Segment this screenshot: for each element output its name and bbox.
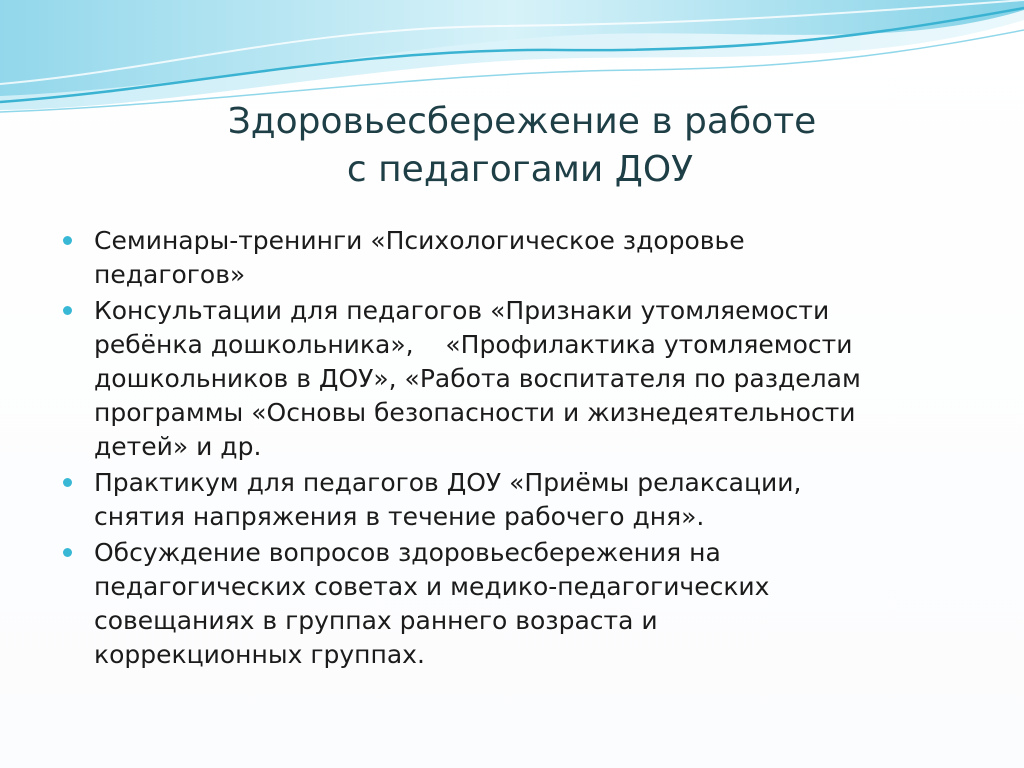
bullet-text: Семинары-тренинги «Психологическое здоровье педагогов» xyxy=(94,226,745,289)
bullet-dot-icon xyxy=(63,236,72,245)
bullet-item xyxy=(62,294,962,464)
slide-title xyxy=(0,98,1024,194)
bullet-text: Практикум для педагогов ДОУ «Приёмы релаксации, снятия напряжения в течение рабочего дня». xyxy=(94,468,802,531)
bullet-dot-icon xyxy=(63,306,72,315)
bullet-item xyxy=(62,466,962,534)
bullet-dot-icon xyxy=(63,548,72,557)
title-line-1: Здоровьесбережение в работе xyxy=(227,101,817,142)
bullet-text: Консультации для педагогов «Признаки утомляемости ребёнка дошкольника», «Профилактика утомляемости дошкольников в ДОУ», «Работа воспитателя по разделам программы «Основы безопасности и жизнедеятельности детей» и др. xyxy=(94,296,861,461)
bullet-item xyxy=(62,536,962,672)
bullet-text: Обсуждение вопросов здоровьесбережения на педагогических советах и медико-педагогических совещаниях в группах раннего возраста и коррекционных группах. xyxy=(94,538,770,669)
bullet-dot-icon xyxy=(63,478,72,487)
bullet-item xyxy=(62,224,962,292)
bullet-list xyxy=(62,224,962,674)
title-line-2: с педагогами ДОУ xyxy=(346,149,694,190)
